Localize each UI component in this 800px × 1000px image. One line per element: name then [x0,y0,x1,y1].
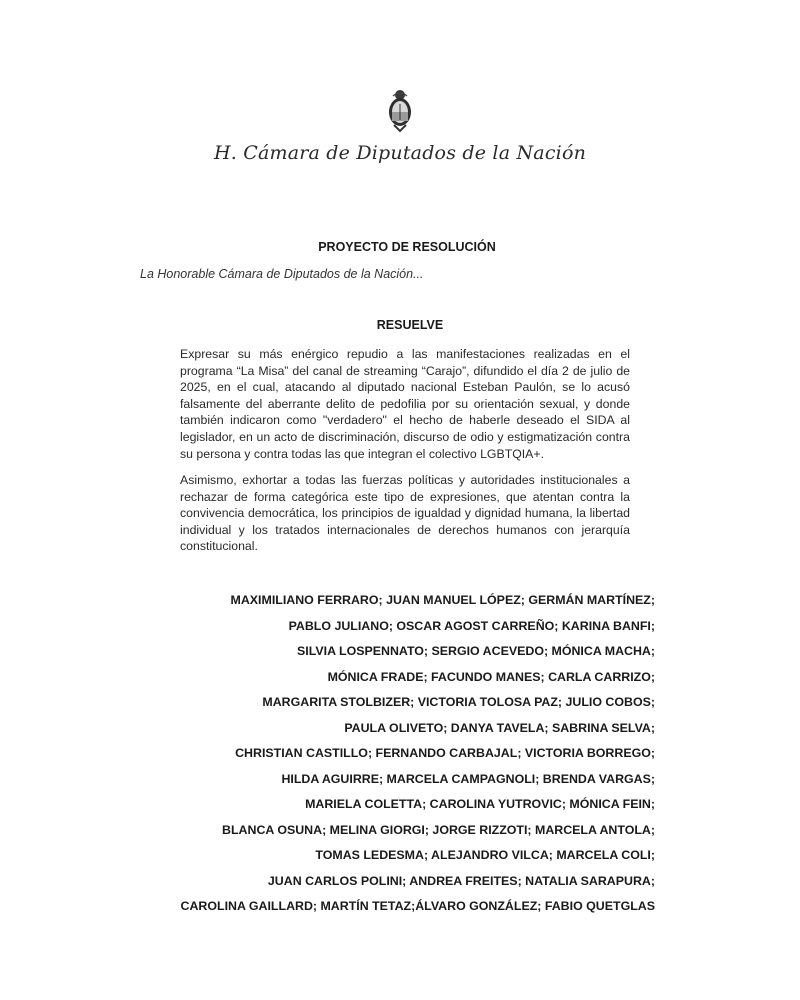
signatory-line: PABLO JULIANO; OSCAR AGOST CARREÑO; KARINA BANFI; [288,618,655,633]
signatories-list [181,588,655,920]
signatory-line: HILDA AGUIRRE; MARCELA CAMPAGNOLI; BRENDA VARGAS; [281,771,655,786]
signatory-line: CAROLINA GAILLARD; MARTÍN TETAZ;ÁLVARO GONZÁLEZ; FABIO QUETGLAS [180,899,655,913]
signatory-line: MAXIMILIANO FERRARO; JUAN MANUEL LÓPEZ; GERMÁN MARTÍNEZ; [230,593,655,607]
signatory-line: PAULA OLIVETO; DANYA TAVELA; SABRINA SELVA; [344,720,655,735]
signatory-line: MARIELA COLETTA; CAROLINA YUTROVIC; MÓNICA FEIN; [305,797,655,811]
institution-name: H. Cámara de Diputados de la Nación [213,142,587,164]
signatory-line: BLANCA OSUNA; MELINA GIORGI; JORGE RIZZOTI; MARCELA ANTOLA; [222,822,655,837]
signatory-line: TOMAS LEDESMA; ALEJANDRO VILCA; MARCELA COLI; [315,848,655,862]
preamble: La Honorable Cámara de Diputados de la Nación... [140,267,424,281]
coat-of-arms-icon [383,86,417,134]
signatory-line: JUAN CARLOS POLINI; ANDREA FREITES; NATALIA SARAPURA; [267,873,655,888]
signatory-line: MÓNICA FRADE; FACUNDO MANES; CARLA CARRIZO; [327,669,655,684]
resolution-paragraph-2: Asimismo, exhortar a todas las fuerzas políticas y autoridades institucionales a rechazar de forma categórica este tipo de expresiones, que atentan contra la convivencia democrática, los principios de igualdad y dignidad humana, la libertad individual y los tratados internacionales de derechos humanos con jerarquía constitucional. [180,473,630,554]
resolves-heading: RESUELVE [376,318,444,332]
signatory-line: CHRISTIAN CASTILLO; FERNANDO CARBAJAL; VICTORIA BORREGO; [235,746,655,760]
signatory-line: SILVIA LOSPENNATO; SERGIO ACEVEDO; MÓNICA MACHA; [297,644,655,658]
document-title: PROYECTO DE RESOLUCIÓN [318,240,496,254]
signatory-line: MARGARITA STOLBIZER; VICTORIA TOLOSA PAZ; JULIO COBOS; [262,695,655,709]
resolution-paragraph-1: Expresar su más enérgico repudio a las manifestaciones realizadas en el programa “La Misa” del canal de streaming “Carajo”, difundido el día 2 de julio de 2025, en el cual, atacando al diputado nacional Esteban Paulón, se lo acusó falsamente del aberrante delito de pedofilia por su orientación sexual, y donde también indicaron como "verdadero" el hecho de haberle deseado el SIDA al legislador, en un acto de discriminación, discurso de odio y estigmatización contra su persona y contra todas las que integran el colectivo LGBTQIA+. [180,347,630,461]
